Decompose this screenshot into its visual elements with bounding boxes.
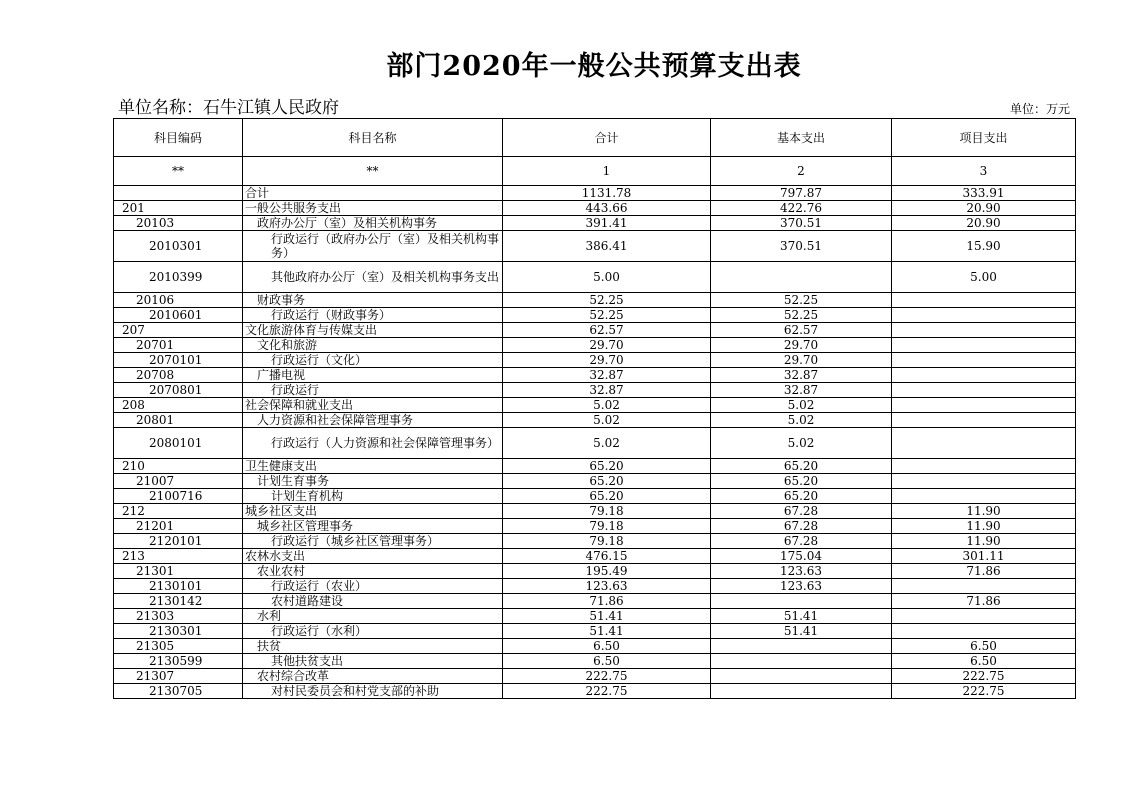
cell-project bbox=[892, 624, 1076, 639]
cell-project bbox=[892, 338, 1076, 353]
cell-total: 29.70 bbox=[503, 338, 711, 353]
cell-project bbox=[892, 398, 1076, 413]
cell-name: 农业农村 bbox=[243, 564, 503, 579]
cell-basic bbox=[711, 684, 892, 699]
cell-total: 32.87 bbox=[503, 368, 711, 383]
table-row bbox=[114, 216, 1076, 231]
cell-code: 20103 bbox=[114, 216, 243, 231]
table-row bbox=[114, 428, 1076, 459]
cell-name: 行政运行（财政事务） bbox=[243, 308, 503, 323]
table-row bbox=[114, 564, 1076, 579]
cell-basic: 67.28 bbox=[711, 519, 892, 534]
cell-total: 222.75 bbox=[503, 669, 711, 684]
table-row bbox=[114, 669, 1076, 684]
cell-project: 301.11 bbox=[892, 549, 1076, 564]
cell-name: 行政运行 bbox=[243, 383, 503, 398]
cell-code: 21305 bbox=[114, 639, 243, 654]
table-row bbox=[114, 353, 1076, 368]
cell-name: 城乡社区支出 bbox=[243, 504, 503, 519]
cell-basic: 5.02 bbox=[711, 428, 892, 459]
table-row bbox=[114, 293, 1076, 308]
organization-name: 单位名称：石牛江镇人民政府 bbox=[118, 98, 339, 118]
cell-code: 21301 bbox=[114, 564, 243, 579]
cell-basic: 5.02 bbox=[711, 398, 892, 413]
cell-code: 2130599 bbox=[114, 654, 243, 669]
table-row bbox=[114, 639, 1076, 654]
cell-code: 2130301 bbox=[114, 624, 243, 639]
cell-basic: 51.41 bbox=[711, 609, 892, 624]
cell-code: 210 bbox=[114, 459, 243, 474]
table-row bbox=[114, 186, 1076, 201]
cell-total: 386.41 bbox=[503, 231, 711, 262]
subheader-project: 3 bbox=[892, 157, 1076, 186]
cell-name: 其他扶贫支出 bbox=[243, 654, 503, 669]
cell-total: 222.75 bbox=[503, 684, 711, 699]
cell-project bbox=[892, 489, 1076, 504]
cell-name: 行政运行（城乡社区管理事务） bbox=[243, 534, 503, 549]
cell-name: 政府办公厅（室）及相关机构事务 bbox=[243, 216, 503, 231]
cell-code: 208 bbox=[114, 398, 243, 413]
cell-total: 52.25 bbox=[503, 293, 711, 308]
cell-code: 2130705 bbox=[114, 684, 243, 699]
cell-code: 207 bbox=[114, 323, 243, 338]
table-row bbox=[114, 413, 1076, 428]
cell-code bbox=[114, 186, 243, 201]
cell-name: 行政运行（农业） bbox=[243, 579, 503, 594]
subheader-row bbox=[114, 157, 1076, 186]
cell-code: 2080101 bbox=[114, 428, 243, 459]
cell-code: 2010601 bbox=[114, 308, 243, 323]
subheader-basic: 2 bbox=[711, 157, 892, 186]
cell-basic: 5.02 bbox=[711, 413, 892, 428]
table-row bbox=[114, 609, 1076, 624]
cell-project: 71.86 bbox=[892, 594, 1076, 609]
cell-project: 11.90 bbox=[892, 519, 1076, 534]
table-row bbox=[114, 654, 1076, 669]
cell-total: 62.57 bbox=[503, 323, 711, 338]
cell-project: 222.75 bbox=[892, 684, 1076, 699]
table-row bbox=[114, 398, 1076, 413]
cell-project bbox=[892, 474, 1076, 489]
cell-code: 213 bbox=[114, 549, 243, 564]
cell-basic: 67.28 bbox=[711, 504, 892, 519]
table-row bbox=[114, 368, 1076, 383]
cell-total: 29.70 bbox=[503, 353, 711, 368]
cell-basic bbox=[711, 639, 892, 654]
cell-total: 5.02 bbox=[503, 413, 711, 428]
cell-code: 2100716 bbox=[114, 489, 243, 504]
cell-total: 71.86 bbox=[503, 594, 711, 609]
cell-basic: 32.87 bbox=[711, 368, 892, 383]
cell-basic: 32.87 bbox=[711, 383, 892, 398]
table-body bbox=[114, 186, 1076, 699]
cell-code: 2070101 bbox=[114, 353, 243, 368]
cell-project: 71.86 bbox=[892, 564, 1076, 579]
cell-project bbox=[892, 323, 1076, 338]
cell-total: 5.00 bbox=[503, 262, 711, 293]
cell-name: 文化和旅游 bbox=[243, 338, 503, 353]
table-row bbox=[114, 684, 1076, 699]
cell-code: 21303 bbox=[114, 609, 243, 624]
cell-basic: 51.41 bbox=[711, 624, 892, 639]
header-project: 项目支出 bbox=[892, 119, 1076, 157]
cell-code: 20701 bbox=[114, 338, 243, 353]
table-row bbox=[114, 459, 1076, 474]
cell-name: 农村综合改革 bbox=[243, 669, 503, 684]
cell-code: 2070801 bbox=[114, 383, 243, 398]
cell-basic: 370.51 bbox=[711, 231, 892, 262]
cell-name: 合计 bbox=[243, 186, 503, 201]
cell-project: 5.00 bbox=[892, 262, 1076, 293]
cell-basic: 67.28 bbox=[711, 534, 892, 549]
cell-basic bbox=[711, 594, 892, 609]
cell-basic: 422.76 bbox=[711, 201, 892, 216]
cell-basic bbox=[711, 669, 892, 684]
cell-code: 2010301 bbox=[114, 231, 243, 262]
cell-project bbox=[892, 579, 1076, 594]
subheader-total: 1 bbox=[503, 157, 711, 186]
cell-basic: 29.70 bbox=[711, 338, 892, 353]
subheader-name: ** bbox=[243, 157, 503, 186]
cell-basic bbox=[711, 654, 892, 669]
cell-code: 21201 bbox=[114, 519, 243, 534]
cell-code: 20106 bbox=[114, 293, 243, 308]
page-title: 部门2020年一般公共预算支出表 bbox=[386, 51, 802, 82]
cell-project: 6.50 bbox=[892, 654, 1076, 669]
cell-project: 20.90 bbox=[892, 201, 1076, 216]
cell-total: 1131.78 bbox=[503, 186, 711, 201]
cell-code: 21007 bbox=[114, 474, 243, 489]
cell-code: 212 bbox=[114, 504, 243, 519]
header-code: 科目编码 bbox=[114, 119, 243, 157]
cell-basic bbox=[711, 262, 892, 293]
table-row bbox=[114, 231, 1076, 262]
cell-code: 201 bbox=[114, 201, 243, 216]
cell-project bbox=[892, 308, 1076, 323]
table-row bbox=[114, 504, 1076, 519]
cell-name: 农林水支出 bbox=[243, 549, 503, 564]
cell-basic: 65.20 bbox=[711, 489, 892, 504]
cell-name: 一般公共服务支出 bbox=[243, 201, 503, 216]
table-row bbox=[114, 201, 1076, 216]
cell-basic: 797.87 bbox=[711, 186, 892, 201]
header-total: 合计 bbox=[503, 119, 711, 157]
cell-code: 2130101 bbox=[114, 579, 243, 594]
cell-name: 广播电视 bbox=[243, 368, 503, 383]
cell-name: 行政运行（水利） bbox=[243, 624, 503, 639]
cell-project: 222.75 bbox=[892, 669, 1076, 684]
cell-name: 行政运行（人力资源和社会保障管理事务） bbox=[243, 428, 503, 459]
cell-total: 476.15 bbox=[503, 549, 711, 564]
cell-total: 65.20 bbox=[503, 459, 711, 474]
table-row bbox=[114, 323, 1076, 338]
cell-basic: 52.25 bbox=[711, 293, 892, 308]
cell-code: 2130142 bbox=[114, 594, 243, 609]
cell-name: 计划生育事务 bbox=[243, 474, 503, 489]
cell-project: 6.50 bbox=[892, 639, 1076, 654]
cell-basic: 29.70 bbox=[711, 353, 892, 368]
cell-name: 人力资源和社会保障管理事务 bbox=[243, 413, 503, 428]
table-row bbox=[114, 624, 1076, 639]
cell-code: 21307 bbox=[114, 669, 243, 684]
cell-total: 195.49 bbox=[503, 564, 711, 579]
cell-total: 51.41 bbox=[503, 609, 711, 624]
cell-project bbox=[892, 383, 1076, 398]
table-row bbox=[114, 383, 1076, 398]
cell-total: 52.25 bbox=[503, 308, 711, 323]
cell-total: 65.20 bbox=[503, 489, 711, 504]
header-name: 科目名称 bbox=[243, 119, 503, 157]
cell-basic: 65.20 bbox=[711, 474, 892, 489]
header-row bbox=[114, 119, 1076, 157]
cell-name: 行政运行（政府办公厅（室）及相关机构事务） bbox=[243, 231, 503, 262]
table-row bbox=[114, 549, 1076, 564]
cell-project bbox=[892, 459, 1076, 474]
cell-code: 20708 bbox=[114, 368, 243, 383]
cell-total: 79.18 bbox=[503, 534, 711, 549]
table-row bbox=[114, 519, 1076, 534]
cell-total: 443.66 bbox=[503, 201, 711, 216]
cell-name: 对村民委员会和村党支部的补助 bbox=[243, 684, 503, 699]
cell-name: 其他政府办公厅（室）及相关机构事务支出 bbox=[243, 262, 503, 293]
cell-total: 6.50 bbox=[503, 639, 711, 654]
cell-name: 卫生健康支出 bbox=[243, 459, 503, 474]
cell-basic: 123.63 bbox=[711, 564, 892, 579]
cell-total: 5.02 bbox=[503, 398, 711, 413]
cell-name: 财政事务 bbox=[243, 293, 503, 308]
table-row bbox=[114, 594, 1076, 609]
cell-total: 79.18 bbox=[503, 504, 711, 519]
cell-project: 15.90 bbox=[892, 231, 1076, 262]
cell-name: 农村道路建设 bbox=[243, 594, 503, 609]
cell-project bbox=[892, 368, 1076, 383]
cell-project: 11.90 bbox=[892, 504, 1076, 519]
cell-basic: 65.20 bbox=[711, 459, 892, 474]
table-row bbox=[114, 262, 1076, 293]
cell-name: 文化旅游体育与传媒支出 bbox=[243, 323, 503, 338]
cell-name: 城乡社区管理事务 bbox=[243, 519, 503, 534]
cell-name: 社会保障和就业支出 bbox=[243, 398, 503, 413]
cell-total: 6.50 bbox=[503, 654, 711, 669]
cell-basic: 175.04 bbox=[711, 549, 892, 564]
cell-total: 123.63 bbox=[503, 579, 711, 594]
cell-total: 51.41 bbox=[503, 624, 711, 639]
cell-name: 扶贫 bbox=[243, 639, 503, 654]
table-row bbox=[114, 338, 1076, 353]
currency-unit: 单位：万元 bbox=[1009, 102, 1070, 116]
table-row bbox=[114, 579, 1076, 594]
table-row bbox=[114, 534, 1076, 549]
cell-name: 行政运行（文化） bbox=[243, 353, 503, 368]
cell-basic: 123.63 bbox=[711, 579, 892, 594]
table-row bbox=[114, 308, 1076, 323]
cell-total: 65.20 bbox=[503, 474, 711, 489]
cell-total: 32.87 bbox=[503, 383, 711, 398]
cell-project bbox=[892, 413, 1076, 428]
cell-name: 计划生育机构 bbox=[243, 489, 503, 504]
cell-code: 2010399 bbox=[114, 262, 243, 293]
cell-project: 20.90 bbox=[892, 216, 1076, 231]
table-row bbox=[114, 489, 1076, 504]
cell-code: 20801 bbox=[114, 413, 243, 428]
cell-project bbox=[892, 353, 1076, 368]
budget-table bbox=[113, 118, 1076, 699]
cell-basic: 370.51 bbox=[711, 216, 892, 231]
cell-project: 333.91 bbox=[892, 186, 1076, 201]
cell-total: 391.41 bbox=[503, 216, 711, 231]
subheader-code: ** bbox=[114, 157, 243, 186]
cell-project bbox=[892, 428, 1076, 459]
cell-total: 79.18 bbox=[503, 519, 711, 534]
cell-basic: 62.57 bbox=[711, 323, 892, 338]
cell-basic: 52.25 bbox=[711, 308, 892, 323]
cell-project: 11.90 bbox=[892, 534, 1076, 549]
cell-project bbox=[892, 293, 1076, 308]
cell-code: 2120101 bbox=[114, 534, 243, 549]
cell-total: 5.02 bbox=[503, 428, 711, 459]
table-row bbox=[114, 474, 1076, 489]
cell-project bbox=[892, 609, 1076, 624]
header-basic: 基本支出 bbox=[711, 119, 892, 157]
cell-name: 水利 bbox=[243, 609, 503, 624]
